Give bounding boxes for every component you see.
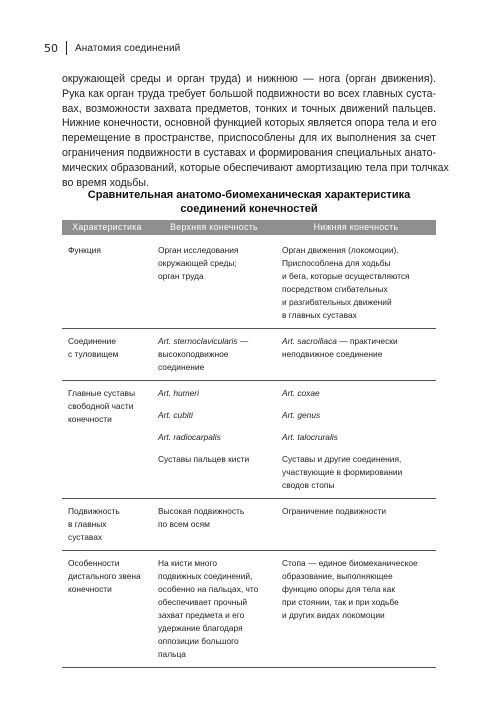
upper-limb-cell — [152, 381, 276, 499]
cell-line: конечности — [68, 584, 112, 594]
cell-line — [282, 335, 430, 348]
cell-text: — практически — [336, 336, 398, 346]
cell-line: и бега, которые осуществляются — [282, 271, 410, 281]
feature-cell — [62, 499, 152, 551]
cell-line: Стопа — единое биомеханическое — [282, 558, 418, 568]
feature-cell — [62, 551, 152, 668]
lower-limb-cell — [276, 238, 436, 329]
cell-line: окружающей среды; — [158, 258, 237, 268]
table-row — [62, 381, 436, 499]
feature-cell — [62, 329, 152, 381]
cell-line: Ограничение подвижности — [282, 506, 387, 516]
body-line: окружающей среды и орган труда) и нижнюю — нога (орган движения). — [62, 73, 436, 85]
cell-line: Главные суставы — [68, 388, 136, 398]
cell-line: обеспечивает прочный — [158, 597, 248, 607]
lower-limb-cell — [276, 499, 436, 551]
body-line: во время ходьбы. — [62, 176, 149, 189]
body-line: вах, возможности захвата предметов, тонких и точных движений пальцев. — [62, 102, 436, 115]
column-header: Характеристика — [62, 220, 152, 235]
latin-term: Art. sternoclavicularis — [158, 336, 238, 346]
cell-line: Особенности — [68, 558, 120, 568]
feature-cell — [62, 381, 152, 499]
table-title — [62, 188, 436, 216]
latin-term: Art. coxae — [282, 388, 320, 398]
cell-line: суставах — [68, 532, 103, 542]
latin-term: Art. sacroiliaca — [282, 336, 337, 346]
cell-line: захват предмета и его — [158, 610, 245, 620]
cell-line: сводов стопы — [282, 480, 335, 490]
table-title-line: Сравнительная анатомо-биомеханическая характеристика — [87, 189, 411, 201]
chapter-title: Анатомия соединений — [75, 42, 181, 54]
cell-line: посредством сгибательных — [282, 284, 388, 294]
body-line: Нижние конечности, основной функцией которых является опора тела и его — [62, 117, 437, 130]
cell-line: и других видах локомоции — [282, 610, 385, 620]
body-line: перемещение в пространстве, приспособлены для их выполнения за счет — [62, 132, 436, 145]
cell-line: Функция — [68, 245, 101, 255]
cell-line: подвижных соединений, — [158, 571, 253, 581]
lower-limb-cell — [276, 329, 436, 381]
running-head — [44, 40, 464, 56]
cell-line: Орган исследования — [158, 245, 239, 255]
cell-line: На кисти много — [158, 558, 217, 568]
cell-line: участвующие в формировании — [282, 467, 403, 477]
cell-line: орган труда — [158, 271, 204, 281]
upper-limb-cell — [152, 329, 276, 381]
cell-line: пальца — [158, 649, 186, 659]
cell-line: образование, выполняющее — [282, 571, 393, 581]
body-paragraph — [62, 72, 449, 190]
lower-limb-cell — [276, 381, 436, 499]
cell-line: Подвижность — [68, 506, 120, 516]
cell-line: функцию опоры для тела как — [282, 584, 396, 594]
cell-line — [158, 335, 270, 348]
cell-line: высокоподвижное — [158, 349, 229, 359]
cell-line: Суставы пальцев кисти — [158, 454, 250, 464]
latin-term: Art. humeri — [158, 388, 199, 398]
table-row — [62, 551, 436, 668]
cell-line: Суставы и другие соединения, — [282, 454, 402, 464]
cell-line: Приспособлена для ходьбы — [282, 258, 391, 268]
feature-cell — [62, 238, 152, 329]
cell-line: неподвижное соединение — [282, 349, 383, 359]
page-number: 50 — [44, 41, 58, 55]
cell-line: Высокая подвижность — [158, 506, 245, 516]
body-line: мических образований, которые обеспечивают амортизацию тела при толчках — [62, 161, 449, 174]
table-row — [62, 329, 436, 381]
body-line: ограничения подвижности в суставах и формирования специальных анато- — [62, 146, 436, 159]
header-divider — [66, 41, 67, 55]
latin-term: Art. radiocarpalis — [158, 432, 221, 442]
cell-line: Соединение — [68, 336, 116, 346]
cell-line: при стоянии, так и при ходьбе — [282, 597, 399, 607]
comparison-table — [62, 220, 436, 668]
cell-line: дистального звена — [68, 571, 141, 581]
cell-line: удержание благодаря — [158, 623, 243, 633]
table-title-line: соединений конечностей — [180, 203, 318, 215]
cell-line: по всем осям — [158, 519, 210, 529]
cell-line: в главных суставах — [282, 310, 357, 320]
upper-limb-cell — [152, 499, 276, 551]
cell-line: особенно на пальцах, что — [158, 584, 259, 594]
cell-group — [282, 453, 430, 492]
cell-line: оппозиции большого — [158, 636, 239, 646]
cell-line: и разгибательных движений — [282, 297, 392, 307]
cell-line: Орган движения (локомоции). — [282, 245, 399, 255]
table-row — [62, 499, 436, 551]
cell-line: свободной части — [68, 401, 134, 411]
latin-term: Art. talocruralis — [282, 432, 338, 442]
latin-term: Art. cubiti — [158, 410, 193, 420]
cell-line: конечности — [68, 414, 112, 424]
upper-limb-cell — [152, 238, 276, 329]
column-header: Верхняя конечность — [152, 220, 276, 235]
latin-term: Art. genus — [282, 410, 321, 420]
cell-text: — — [237, 336, 249, 346]
column-header: Нижняя конечность — [276, 220, 436, 235]
cell-line: в главных — [68, 519, 107, 529]
cell-line: соединение — [158, 362, 205, 372]
body-line: Рука как орган труда требует большой подвижности во всех главных суста- — [62, 87, 436, 100]
table-row — [62, 238, 436, 329]
table-header-row — [62, 220, 436, 235]
cell-line: с туловищем — [68, 349, 119, 359]
lower-limb-cell — [276, 551, 436, 668]
upper-limb-cell — [152, 551, 276, 668]
